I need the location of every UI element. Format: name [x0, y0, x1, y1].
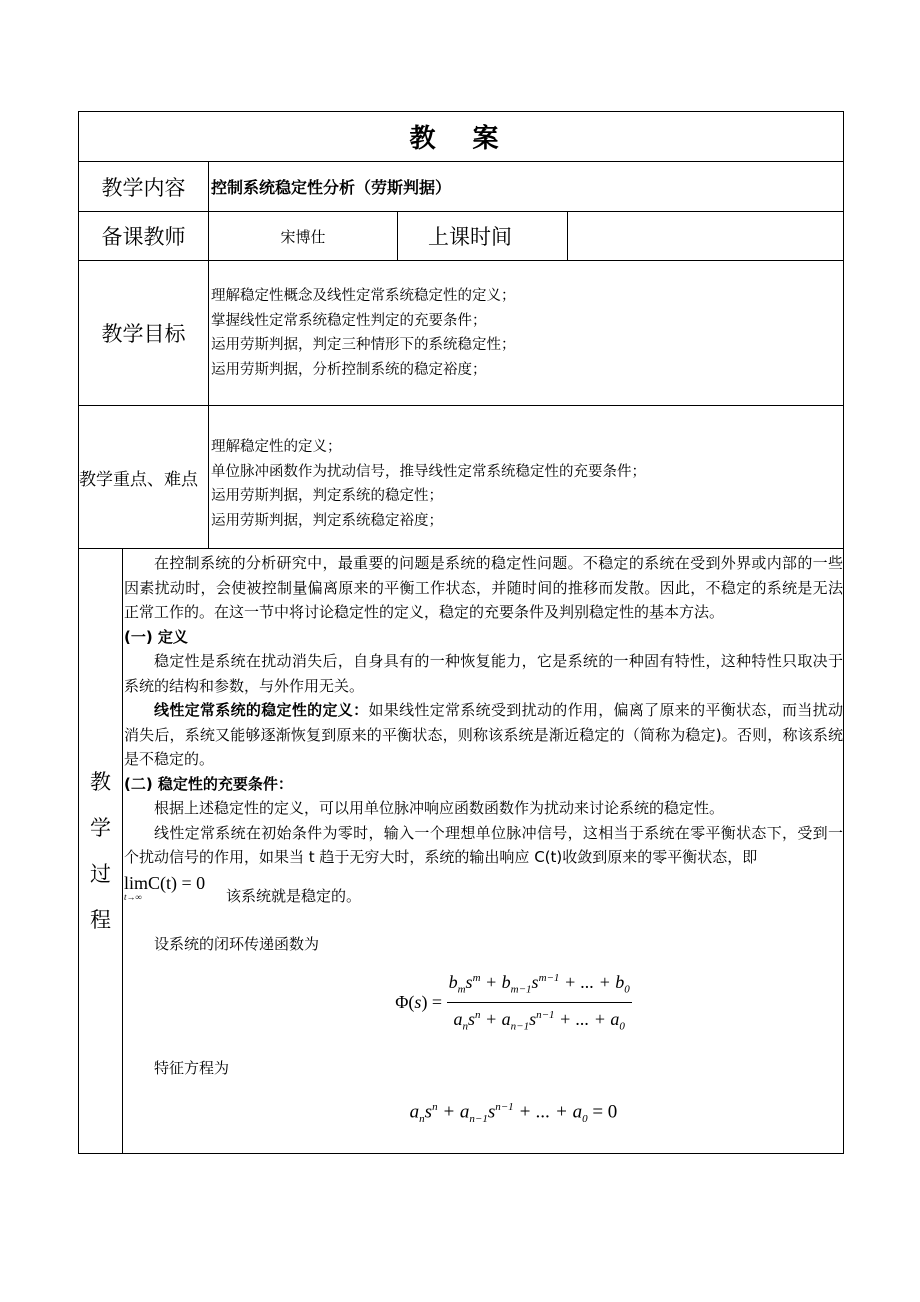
teacher-value: 宋博仕: [209, 212, 398, 261]
linear-definition-text: 如果线性定常系统受到扰动的作用，偏离了原来的平衡状态，而当扰动消失后，系统又能够逐渐恢复到原来的平衡状态，则称该系统是渐近稳定的（简称为稳定)。否则，称该系统是不稳定的。: [124, 701, 843, 768]
key-points-list: [209, 406, 844, 549]
time-label: 上课时间: [398, 212, 568, 261]
process-label: [79, 549, 123, 1154]
key-point-item: 单位脉冲函数作为扰动信号，推导线性定常系统稳定性的充要条件；: [211, 463, 646, 480]
lesson-plan-table: [78, 111, 844, 1154]
content-value: 控制系统稳定性分析（劳斯判据）: [209, 162, 844, 212]
linear-definition-term: 线性定常系统的稳定性的定义：: [154, 701, 369, 719]
limit-line: [124, 870, 843, 910]
key-points-label: 教学重点、难点: [79, 406, 209, 549]
goals-list: [209, 261, 844, 406]
key-point-item: 运用劳斯判据，判定系统的稳定性；: [211, 488, 443, 504]
key-point-item: 理解稳定性的定义；: [211, 439, 342, 455]
goal-item: 运用劳斯判据，判定三种情形下的系统稳定性；: [211, 337, 516, 353]
limit-formula: limC(t) = 0 t→∞: [124, 872, 206, 902]
goal-item: 理解稳定性概念及线性定常系统稳定性的定义；: [211, 288, 516, 304]
linear-definition-paragraph: [124, 698, 843, 772]
teacher-label: 备课教师: [79, 212, 209, 261]
document-title: 教 案: [79, 112, 844, 162]
section-heading-conditions: (二) 稳定性的充要条件：: [124, 774, 293, 793]
intro-paragraph: 在控制系统的分析研究中，最重要的问题是系统的稳定性问题。不稳定的系统在受到外界或内部的一些因素扰动时，会使被控制量偏离原来的平衡工作状态，并随时间的推移而发散。因此，不稳定的系统是无法正常工作的。在这一节中将讨论稳定性的定义，稳定的充要条件及判别稳定性的基本方法。: [124, 554, 843, 621]
impulse-paragraph: 线性定常系统在初始条件为零时，输入一个理想单位脉冲信号，这相当于系统在零平衡状态下，受到一个扰动信号的作用，如果当 t 趋于无穷大时，系统的输出响应 C(t)收敛到原来的零平衡状态，即: [124, 823, 843, 866]
goal-item: 运用劳斯判据，分析控制系统的稳定裕度；: [211, 361, 487, 378]
stable-statement: 该系统就是稳定的。: [225, 886, 361, 905]
goals-label: 教学目标: [79, 261, 209, 406]
content-label: 教学内容: [79, 162, 209, 212]
key-point-item: 运用劳斯判据，判定系统稳定裕度；: [211, 512, 443, 529]
transfer-function-intro: 设系统的闭环传递函数为: [154, 934, 320, 953]
goal-item: 掌握线性定常系统稳定性判定的充要条件；: [211, 312, 487, 329]
process-content: [123, 549, 844, 1154]
conditions-paragraph: 根据上述稳定性的定义，可以用单位脉冲响应函数函数作为扰动来讨论系统的稳定性。: [154, 799, 725, 817]
transfer-function-formula: Φ(s) = $\frac{b_ms^m + b_{m-1}s^{m-1} + ... + b_0}{a_ns^n + a_{n-1}s^{n-1} + ... + a_0}$: [184, 966, 843, 1026]
characteristic-equation-formula: $a_ns^n + a_{n-1}s^{n-1}$ + ... + $a_0 = 0$: [409, 1100, 618, 1125]
section-heading-definition: (一) 定义: [124, 627, 188, 646]
process-label-char: 过: [90, 862, 111, 886]
definition-paragraph: 稳定性是系统在扰动消失后，自身具有的一种恢复能力，它是系统的一种固有特性，这种特性只取决于系统的结构和参数，与外作用无关。: [124, 652, 843, 695]
process-label-char: 学: [90, 816, 111, 840]
characteristic-equation-intro: 特征方程为: [154, 1059, 230, 1077]
time-value: [568, 212, 844, 261]
process-label-char: 教: [90, 770, 111, 794]
process-label-char: 程: [90, 908, 111, 932]
